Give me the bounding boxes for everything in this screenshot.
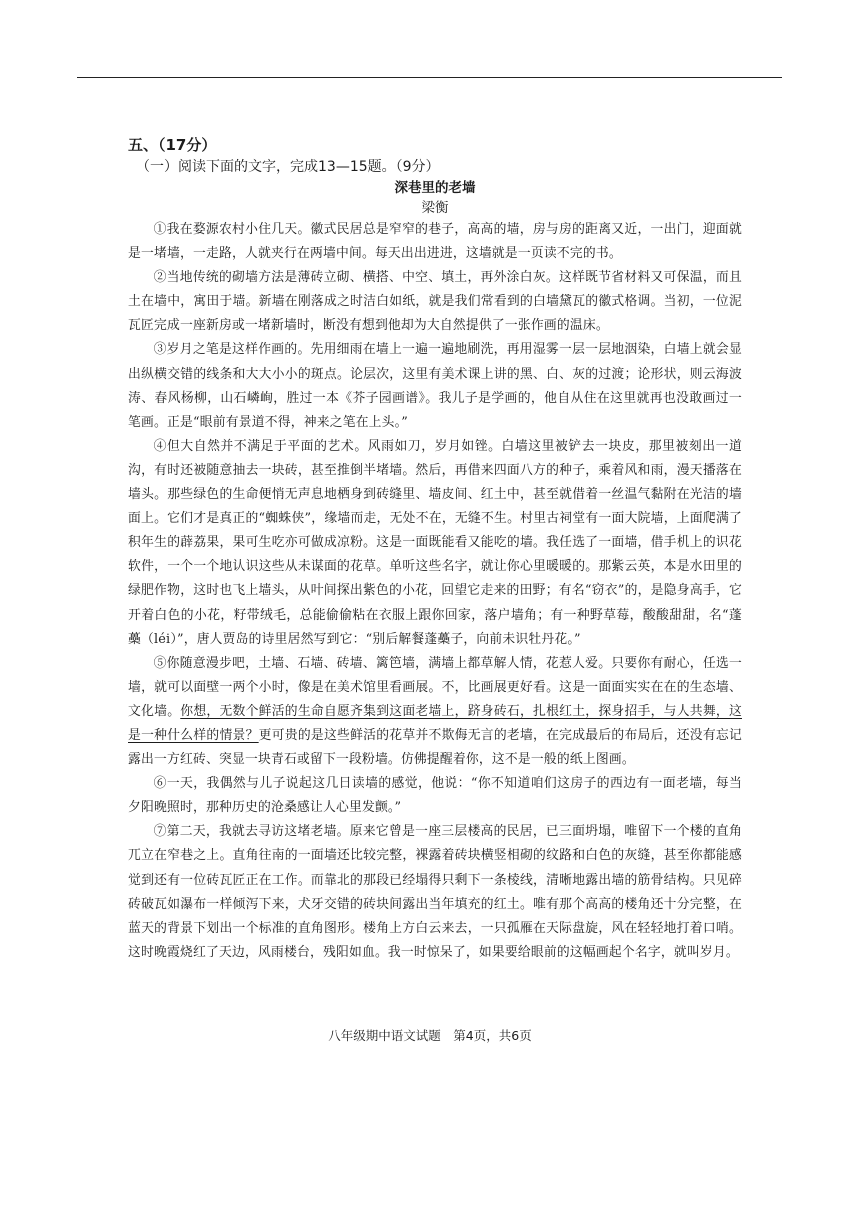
exam-content (128, 135, 742, 965)
question-instruction: （一）阅读下面的文字，完成13—15题。（9分） (136, 159, 440, 175)
article-author: 梁衡 (421, 200, 449, 216)
header-rule (77, 77, 782, 78)
paragraph-4: ④但大自然并不满足于平面的艺术。风雨如刀，岁月如锉。白墙这里被铲去一块皮，那里被刻出一道沟，有时还被随意抽去一块砖，甚至推倒半堵墙。然后，再借来四面八方的种子，乘着风和雨，漫天播落在墙头。那些绿色的生命便悄无声息地栖身到砖缝里、墙皮间、红土中，甚至就借着一丝温气黏附在光洁的墙面上。它们才是真正的“蜘蛛侠”，缘墙而走，无处不在，无缝不生。村里古祠堂有一面大院墙，上面爬满了积年生的薜荔果，果可生吃亦可做成凉粉。这是一面既能看又能吃的墙。我任选了一面墙，借手机上的识花软件，一个一个地认识这些从未谋面的花草。单听这些名字，就让你心里暖暖的。那紫云英，本是水田里的绿肥作物，这时也飞上墙头，从叶间探出紫色的小花，回望它走来的田野；有名“窃衣”的，是隐身高手，它开着白色的小花，籽带绒毛，总能偷偷粘在衣服上跟你回家，落户墙角；有一种野草莓，酸酸甜甜，名“蓬蘽（léi）”，唐人贾岛的诗里居然写到它：“别后解餐蓬蘽子，向前未识牡丹花。” (128, 438, 742, 647)
paragraph-6: ⑥一天，我偶然与儿子说起这几日读墙的感觉，他说：“你不知道咱们这房子的西边有一面老墙，每当夕阳晚照时，那种历史的沧桑感让人心里发颤。” (128, 776, 742, 816)
paragraph-7: ⑦第二天，我就去寻访这堵老墙。原来它曾是一座三层楼高的民居，已三面坍塌，唯留下一个楼的直角兀立在窄巷之上。直角往南的一面墙还比较完整，裸露着砖块横竖相砌的纹路和白色的灰缝，甚至你都能感觉到还有一位砖瓦匠正在工作。而靠北的那段已经塌得只剩下一条棱线，清晰地露出墙的筋骨结构。只见碎砖破瓦如瀑布一样倾泻下来，犬牙交错的砖块间露出当年填充的红土。唯有那个高高的楼角还十分完整，在蓝天的背景下划出一个标准的直角图形。楼角上方白云来去，一只孤雁在天际盘旋，风在轻轻地打着口哨。这时晚霞烧红了天边，风雨楼台，残阳如血。我一时惊呆了，如果要给眼前的这幅画起个名字，就叫岁月。 (128, 824, 742, 960)
article-title: 深巷里的老墙 (394, 180, 476, 196)
paragraph-5 (128, 652, 742, 772)
paragraph-1: ①我在婺源农村小住几天。徽式民居总是窄窄的巷子，高高的墙，房与房的距离又近，一出门，迎面就是一堵墙，一走路，人就夹行在两墙中间。每天出出进进，这墙就是一页读不完的书。 (128, 222, 742, 262)
paragraph-3: ③岁月之笔是这样作画的。先用细雨在墙上一遍一遍地刷洗，再用湿雾一层一层地洇染，白墙上就会显出纵横交错的线条和大大小小的斑点。论层次，这里有美术课上讲的黑、白、灰的过渡；论形状，则云海波涛、春风杨柳，山石嶙峋，胜过一本《芥子园画谱》。我儿子是学画的，他自从住在这里就再也没敢画过一笔画。正是“眼前有景道不得，神来之笔在上头。” (128, 342, 742, 430)
paragraph-5-start: ⑤你随意漫步吧，土墙、石墙、砖墙、篱笆墙，满墙上都草解人情，花惹人爱。只要你有耐心，任选一墙，就可以面壁一两个小时，像是在美术馆里看画展。不，比画展更好看。这是一面面实实在在的生态墙、文化墙。 (128, 655, 742, 719)
paragraph-2: ②当地传统的砌墙方法是薄砖立砌、横搭、中空、填土，再外涂白灰。这样既节省材料又可保温，而且土在墙中，寓田于墙。新墙在刚落成之时洁白如纸，就是我们常看到的白墙黛瓦的徽式格调。当初，一位泥瓦匠完成一座新房或一堵新墙时，断没有想到他却为大自然提供了一张作画的温床。 (128, 270, 742, 334)
page-footer: 八年级期中语文试题 第4页，共6页 (328, 1028, 532, 1043)
underlined-sentence: 你想，无数个鲜活的生命自愿齐集到这面老墙上，跻身砖石，扎根红土，探身招手，与人共舞，这是一种什么样的情景？ (128, 703, 742, 743)
section-title: 五、（17分） (128, 136, 217, 154)
paragraph-5-end: 更可贵的是这些鲜活的花草并不欺侮无言的老墙，在完成最后的布局后，还没有忘记露出一方红砖、突显一块青石或留下一段粉墙。仿佛提醒着你，这不是一般的纸上图画。 (128, 727, 742, 768)
